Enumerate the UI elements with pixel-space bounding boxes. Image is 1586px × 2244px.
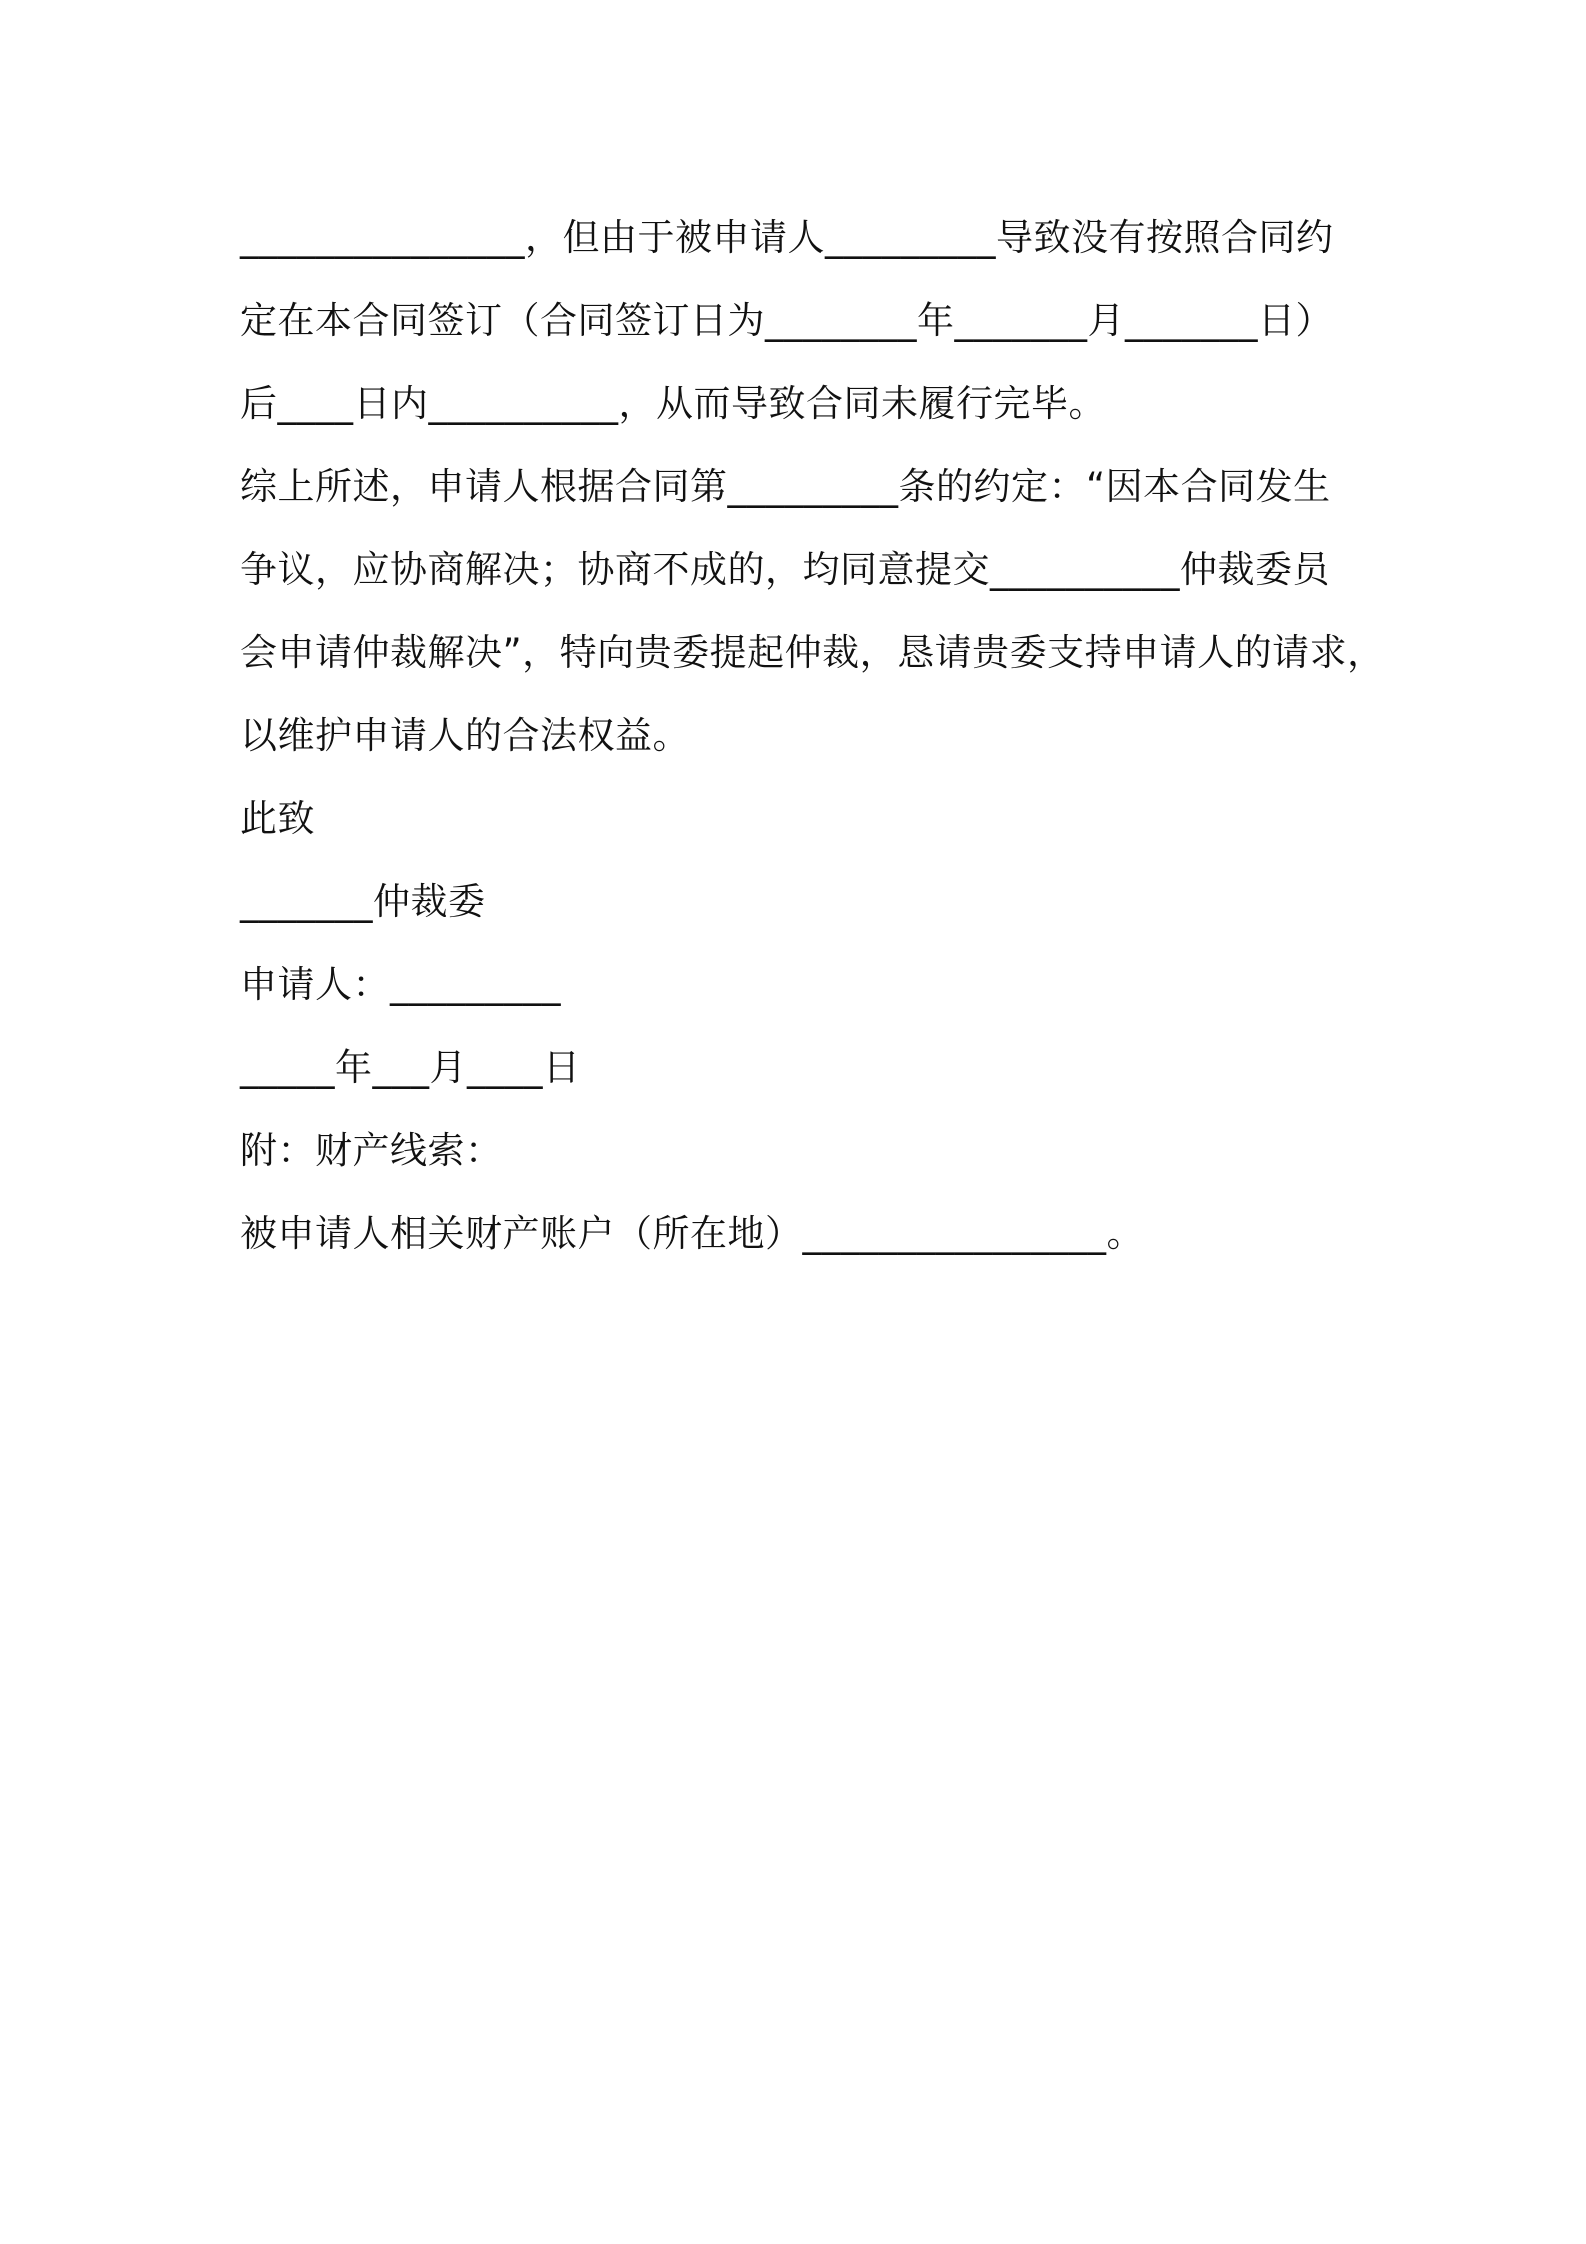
attachment-heading: 附：财产线索： (240, 1129, 503, 1172)
date-line: _____年___月____日 (240, 1046, 581, 1089)
paragraph-line-5: 争议，应协商解决；协商不成的，均同意提交__________仲裁委员 (240, 548, 1330, 591)
document-body (240, 196, 1385, 1275)
property-account-line: 被申请人相关财产账户（所在地）________________。 (240, 1212, 1144, 1255)
paragraph-line-7: 以维护申请人的合法权益。 (240, 714, 690, 757)
applicant-line: 申请人：_________ (240, 963, 561, 1006)
recipient-line: _______仲裁委 (240, 880, 486, 923)
paragraph-line-1: _______________，但由于被申请人_________导致没有按照合同约 (240, 216, 1334, 259)
paragraph-line-6: 会申请仲裁解决”，特向贵委提起仲裁，恳请贵委支持申请人的请求， (240, 631, 1385, 674)
paragraph-line-3: 后____日内__________，从而导致合同未履行完毕。 (240, 382, 1106, 425)
paragraph-line-4: 综上所述，申请人根据合同第_________条的约定：“因本合同发生 (240, 465, 1331, 508)
paragraph-line-2: 定在本合同签订（合同签订日为________年_______月_______日） (240, 299, 1333, 342)
salutation-line: 此致 (240, 797, 315, 840)
